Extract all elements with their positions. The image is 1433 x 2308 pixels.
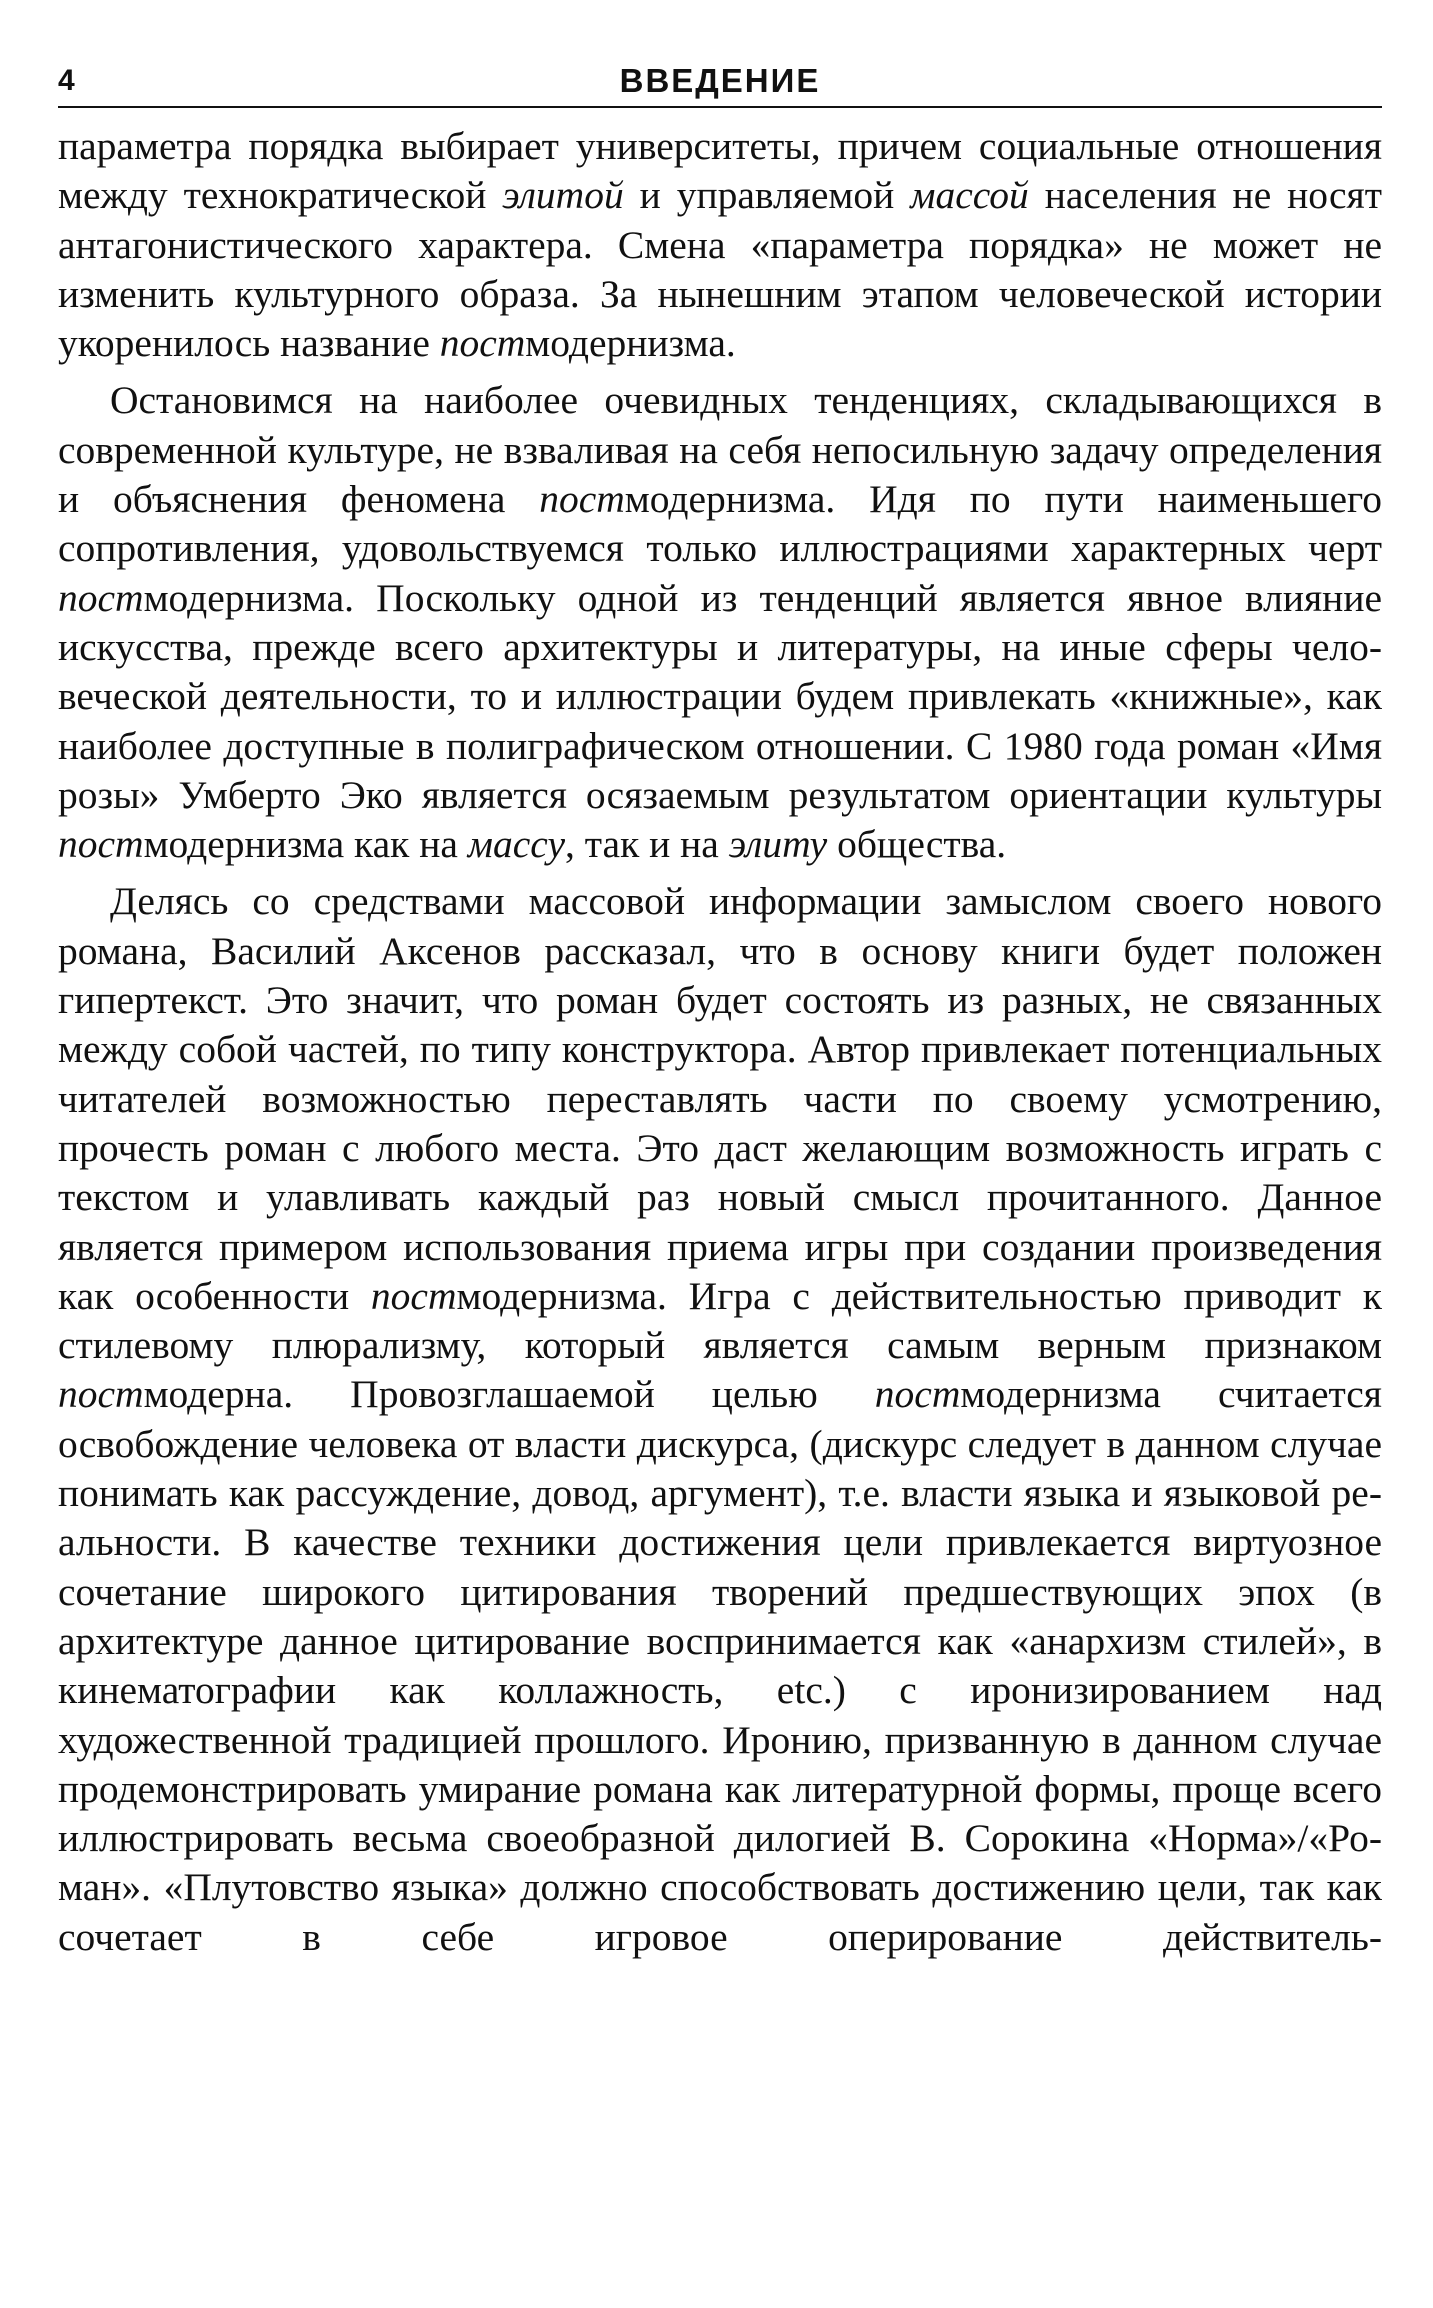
paragraph-1 — [58, 122, 1382, 368]
text-run: и управляемой — [623, 173, 911, 218]
italic-term: массой — [910, 173, 1029, 218]
italic-term: пост — [58, 1372, 144, 1417]
text-run: модернизма считается освобождение человека от власти дискурса, (дискурс следует в данном случае понимать как рассуждение, довод, аргумент), т.е. власти языка и языковой реальности. В качестве техники достижения цели привлекается виртуозное сочетание широкого цитирования творений предшествующих эпох (в архитектуре данное цитирование воспринимается как «анархизм стилей», в кинематографии как коллажность, etc.) с иронизированием над художественной традицией прошлого. Иронию, призванную в данном случае продемонстрировать умирание романа как литературной формы, проще всего иллюстрировать весьма своеобразной дилогией В. Сорокина «Норма»/«Роман». «Плутовство языка» должно способствовать достижению цели, так как сочетает в себе игровое оперирование действитель- — [58, 1372, 1382, 1959]
body-text — [58, 122, 1382, 1962]
italic-term: пост — [58, 575, 144, 620]
page-number: 4 — [58, 64, 75, 97]
text-run: населения не носят антагонистического характера. Смена «параметра порядка» не может не изменить культурного образа. За нынешним этапом человеческой истории укоренилось название — [58, 173, 1382, 366]
italic-term: пост — [370, 1273, 457, 1318]
book-page — [58, 56, 1382, 1962]
text-run: Остановимся на наиболее очевидных тенденциях, складывающихся в современной культуре, не взваливая на себя непосильную задачу определения и объяснения феномена — [58, 378, 1382, 522]
text-run: модернизма. Игра с действительностью приводит к стилевому плюрализму, который является самым верным признаком — [58, 1273, 1382, 1368]
italic-term: массу — [467, 822, 566, 867]
italic-term: пост — [874, 1372, 961, 1417]
chapter-title: ВВЕДЕНИЕ — [619, 62, 821, 99]
text-run: параметра порядка выбирает университеты, причем социальные отношения между технократической — [58, 124, 1382, 218]
italic-term: пост — [539, 477, 625, 522]
italic-term: пост — [439, 321, 526, 366]
text-run: модерна. Провозглашаемой целью — [143, 1372, 875, 1417]
text-run: модернизма. — [525, 321, 736, 366]
text-run: модернизма. Поскольку одной из тенденций является явное влияние искусства, прежде всего архитектуры и литературы, на иные сферы человеческой деятельности, то и иллюстрации будем привлекать «книжные», как наиболее доступные в полиграфическом отношении. С 1980 года роман «Имя розы» Умберто Эко является осязаемым результатом ориентации культуры — [58, 575, 1382, 817]
running-head — [58, 56, 1382, 108]
text-run: модернизма как на — [143, 822, 468, 867]
italic-term: пост — [58, 822, 144, 867]
text-run: общества. — [827, 822, 1007, 867]
italic-term: элиту — [728, 822, 828, 867]
text-run: , так и на — [565, 822, 729, 867]
text-run: Делясь со средствами массовой информации замыслом своего нового романа, Василий Аксенов рассказал, что в основу книги будет положен гипертекст. Это значит, что роман будет состоять из разных, не связанных между собой частей, по типу конструктора. Автор привлекает потенциальных читателей возможностью переставлять части по своему усмотрению, прочесть роман с любого места. Это даст желающим возможность играть с текстом и улавливать каждый раз новый смысл прочитанного. Данное является примером использования приема игры при создании произведения как особенности — [58, 879, 1382, 1318]
text-run: модернизма. Идя по пути наименьшего сопротивления, удовольствуемся только иллюстрациями характерных черт — [58, 477, 1382, 571]
paragraph-3 — [58, 877, 1382, 1962]
paragraph-2 — [58, 376, 1382, 869]
italic-term: элитой — [502, 173, 624, 218]
